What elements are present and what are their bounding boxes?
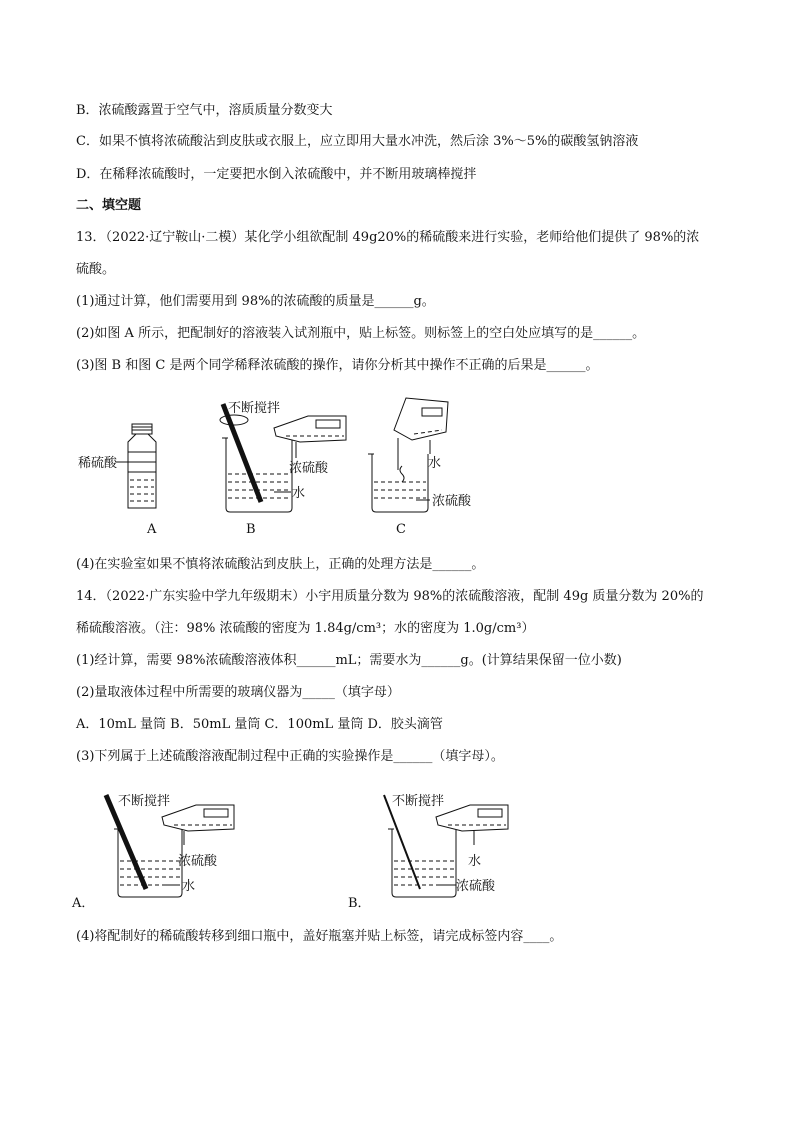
beaker-b <box>220 404 346 512</box>
q14-figure <box>70 785 530 915</box>
q14-stem-2: 稀硫酸溶液。（注：98% 浓硫酸的密度为 1.84g/cm³；水的密度为 1.0g/cm³） <box>76 621 535 636</box>
b14-acid-text: 浓硫酸 <box>456 879 496 894</box>
q13-part-4: (4)在实验室如果不慎将浓硫酸沾到皮肤上，正确的处理方法是______。 <box>76 557 485 572</box>
section-heading: 二、填空题 <box>76 198 142 213</box>
caption-c: C <box>396 522 406 537</box>
q14-stem-1: 14．（2022·广东实验中学九年级期末）小宇用质量分数为 98%的浓硫酸溶液，配制 49g 质量分数为 20%的 <box>76 589 704 604</box>
a14-acid-text: 浓硫酸 <box>178 854 218 869</box>
q13-part-3: (3)图 B 和图 C 是两个同学稀释浓硫酸的操作，请你分析其中操作不正确的后果是______。 <box>76 358 599 373</box>
a14-water-text: 水 <box>182 879 196 894</box>
q13-stem-2: 硫酸。 <box>76 262 116 277</box>
q13-stem-1: 13．（2022·辽宁鞍山·二模）某化学小组欲配制 49g20%的稀硫酸来进行实验，老师给他们提供了 98%的浓 <box>76 230 700 245</box>
a14-stir-text: 不断搅拌 <box>118 794 171 809</box>
b-stir-text: 不断搅拌 <box>228 401 281 416</box>
beaker-a-14 <box>106 795 234 897</box>
option-c-text: C．如果不慎将浓硫酸沾到皮肤或衣服上，应立即用大量水冲洗，然后涂 3%～5%的碳酸氢钠溶液 <box>76 134 639 149</box>
q13-part-1: (1)通过计算，他们需要用到 98%的浓硫酸的质量是______g。 <box>76 294 435 309</box>
b14-stir-text: 不断搅拌 <box>392 794 445 809</box>
q14-part-2: (2)量取液体过程中所需要的玻璃仪器为_____（填字母） <box>76 685 400 700</box>
b-acid-text: 浓硫酸 <box>289 461 329 476</box>
a14-caption: A． <box>72 896 95 911</box>
q14-part-1: (1)经计算，需要 98%浓硫酸溶液体积______mL；需要水为______g。(计算结果保留一位小数) <box>76 653 622 668</box>
b-water-text: 水 <box>292 486 306 501</box>
bottle-label-text: 稀硫酸 <box>78 456 118 471</box>
q13-figure <box>76 390 516 540</box>
c-acid-text: 浓硫酸 <box>432 494 472 509</box>
c-water-text: 水 <box>428 456 442 471</box>
q14-options: A．10mL 量筒 B．50mL 量筒 C．100mL 量筒 D．胶头滴管 <box>76 717 443 732</box>
caption-a: A <box>147 522 157 537</box>
reagent-bottle-a <box>116 424 156 508</box>
b14-caption: B． <box>348 896 371 911</box>
q14-part-3: (3)下列属于上述硫酸溶液配制过程中正确的实验操作是______（填字母）。 <box>76 749 504 764</box>
option-d-text: D．在稀释浓硫酸时，一定要把水倒入浓硫酸中，并不断用玻璃棒搅拌 <box>76 167 477 182</box>
b14-water-text: 水 <box>468 854 482 869</box>
q13-part-2: (2)如图 A 所示，把配制好的溶液装入试剂瓶中，贴上标签。则标签上的空白处应填写的是______。 <box>76 326 646 341</box>
q14-part-4: (4)将配制好的稀硫酸转移到细口瓶中，盖好瓶塞并贴上标签，请完成标签内容____。 <box>76 929 563 944</box>
caption-b: B <box>246 522 256 537</box>
option-b-text: B．浓硫酸露置于空气中，溶质质量分数变大 <box>76 103 333 118</box>
